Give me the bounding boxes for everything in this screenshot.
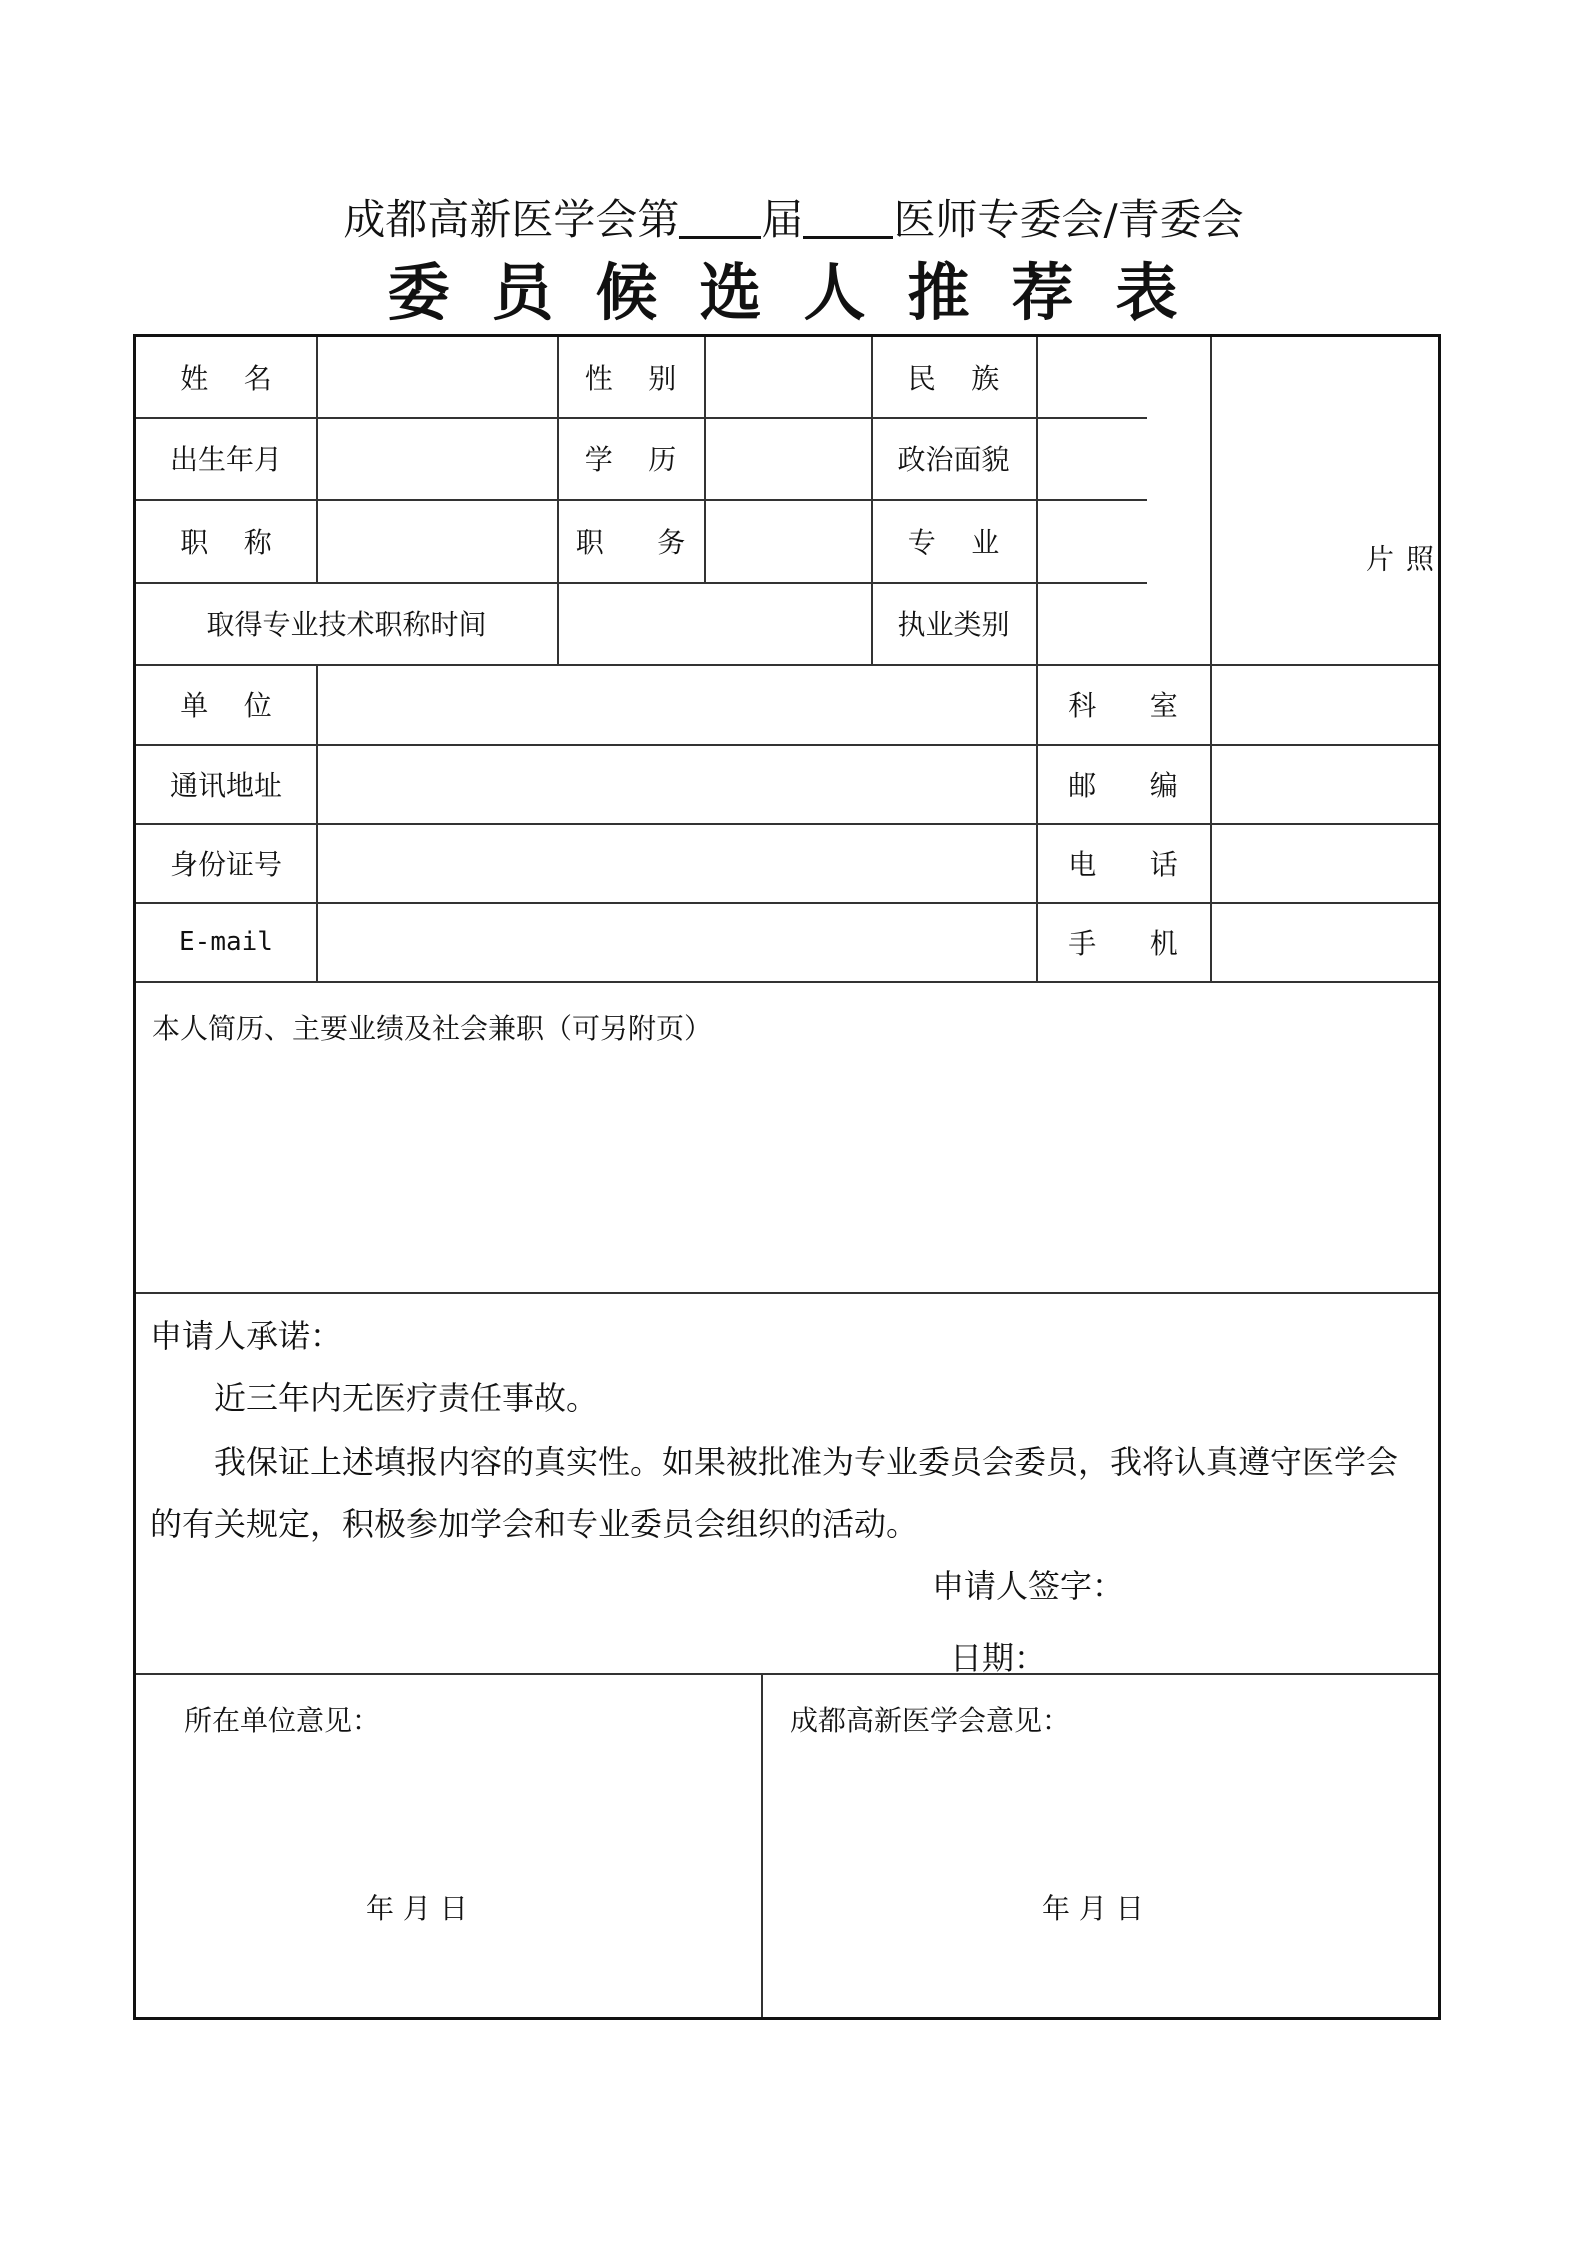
- unit-label: 单 位: [180, 689, 272, 722]
- pledge-line-3: 的有关规定，积极参加学会和专业委员会组织的活动。: [150, 1505, 919, 1543]
- title-label: 职 称: [180, 525, 272, 559]
- unit-opinion-field[interactable]: [136, 1737, 761, 1887]
- gender-field[interactable]: [705, 337, 871, 417]
- name-label: 姓 名: [180, 362, 272, 395]
- practice-category-field[interactable]: [1037, 582, 1210, 664]
- mobile-field[interactable]: [1211, 902, 1438, 981]
- pledge-heading: 申请人承诺：: [150, 1317, 343, 1355]
- department-label: 科 室: [1068, 689, 1178, 722]
- ethnicity-label: 民 族: [907, 362, 1000, 395]
- political-label: 政治面貌: [897, 443, 1010, 476]
- recommendation-form: [133, 334, 1441, 2020]
- session-number-blank[interactable]: [679, 192, 761, 239]
- gender-label: 性 别: [584, 362, 677, 395]
- signature-label: 申请人签字：: [932, 1567, 1125, 1605]
- education-field[interactable]: [705, 417, 871, 499]
- resume-label: 本人简历、主要业绩及社会兼职（可另附页）: [152, 1012, 713, 1045]
- pledge-line-2: 我保证上述填报内容的真实性。如果被批准为专业委员会委员，我将认真遵守医学会: [214, 1443, 1399, 1481]
- society-opinion-label: 成都高新医学会意见：: [790, 1704, 1071, 1737]
- pledge-line-1: 近三年内无医疗责任事故。: [214, 1379, 599, 1417]
- society-opinion-date: 年 月 日: [1042, 1892, 1144, 1925]
- email-field[interactable]: [317, 902, 1036, 981]
- unit-opinion-date: 年 月 日: [366, 1892, 468, 1925]
- subtitle-part-2: 届: [761, 195, 804, 244]
- education-label: 学 历: [584, 443, 677, 476]
- unit-opinion-label: 所在单位意见：: [184, 1704, 381, 1737]
- form-title: 委员候选人推荐表: [387, 256, 1220, 329]
- title-time-field[interactable]: [558, 582, 871, 664]
- postcode-field[interactable]: [1211, 744, 1438, 823]
- id-number-label: 身份证号: [169, 847, 282, 881]
- political-field[interactable]: [1037, 417, 1210, 499]
- practice-category-label: 执业类别: [897, 608, 1010, 641]
- specialty-field[interactable]: [1037, 499, 1210, 582]
- unit-field[interactable]: [317, 664, 1036, 744]
- signature-field[interactable]: [1136, 1555, 1416, 1603]
- birth-label: 出生年月: [169, 443, 282, 476]
- address-label: 通讯地址: [169, 768, 282, 802]
- birth-field[interactable]: [317, 417, 557, 499]
- form-subtitle: [0, 192, 1587, 248]
- committee-name-blank[interactable]: [803, 192, 893, 239]
- title-time-label: 取得专业技术职称时间: [206, 608, 487, 641]
- resume-field[interactable]: [136, 1047, 1438, 1287]
- society-opinion-field[interactable]: [763, 1737, 1438, 1887]
- photo-box[interactable]: 照 片: [1362, 543, 1435, 578]
- id-number-field[interactable]: [317, 823, 1036, 902]
- specialty-label: 专 业: [907, 525, 1000, 559]
- phone-field[interactable]: [1211, 823, 1438, 902]
- subtitle-part-3: 医师专委会/青委会: [893, 195, 1244, 244]
- phone-label: 电 话: [1068, 847, 1178, 881]
- email-label: E-mail: [179, 926, 273, 957]
- position-field[interactable]: [705, 499, 871, 582]
- address-field[interactable]: [317, 744, 1036, 823]
- mobile-label: 手 机: [1068, 926, 1178, 960]
- date-label: 日期：: [950, 1639, 1047, 1677]
- name-field[interactable]: [317, 337, 557, 417]
- subtitle-part-1: 成都高新医学会第: [343, 195, 680, 244]
- ethnicity-field[interactable]: [1037, 337, 1210, 417]
- position-label: 职 务: [575, 525, 686, 559]
- postcode-label: 邮 编: [1068, 768, 1178, 802]
- date-field[interactable]: [1051, 1627, 1411, 1671]
- title-field[interactable]: [317, 499, 557, 582]
- department-field[interactable]: [1211, 664, 1438, 744]
